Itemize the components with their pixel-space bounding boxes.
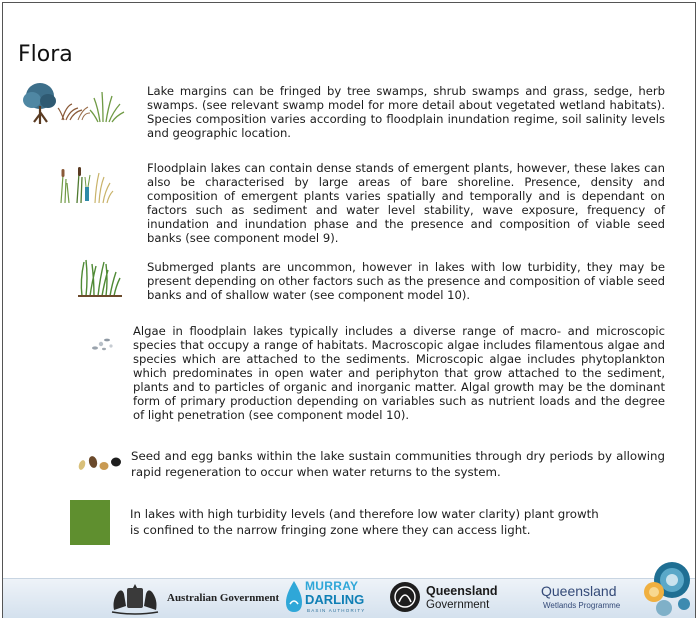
section-turbidity-text: In lakes with high turbidity levels (and therefore low water clarity) plant growth is confined to the narrow fringing zone where they can access light. [130, 507, 599, 537]
murray-logo-text: MURRAY [305, 579, 359, 593]
australian-coat-of-arms-icon [106, 580, 164, 616]
queensland-government-emblem-icon [388, 580, 422, 614]
section-emergent-text: Floodplain lakes can contain dense stands of emergent plants, however, these lakes can also be characterised by large areas of bare shoreline. Presence, density and composition of emergent plants varies spatially and temporally and is dependant on factors such as sediment and water level stability, wave exposure, frequency of inundation and inundation phase and the presence and composition of viable seed banks (see component model 9). [147, 161, 665, 245]
swamp-trees-icon [20, 80, 130, 128]
wetlands-circles-icon [636, 558, 696, 618]
seeds-eggs-icon [76, 452, 126, 474]
murray-darling-drop-icon [284, 580, 304, 614]
page-title: Flora [18, 42, 73, 67]
algae-icon [90, 334, 116, 354]
queensland-wetlands-line1: Queensland [541, 583, 617, 599]
section-algae-text: Algae in floodplain lakes typically includes a diverse range of macro- and microscopic species that occupy a range of habitats. Macroscopic algae includes filamentous algae and species which are attached to the sediments. Microscopic algae includes phytoplankton which predominates in open water and periphyton that grow attached to the sediment, plants and to particles of organic and inorganic matter. Algal growth may be the dominant form of primary production depending on variables such as nutrient loads and the degree of light penetration (see component model 10). [133, 324, 665, 422]
submerged-plants-icon [76, 256, 124, 298]
darling-logo-text: DARLING [305, 592, 365, 607]
green-square-icon [70, 500, 110, 545]
queensland-government-line1: Queensland [426, 584, 498, 598]
basin-authority-logo-text: BASIN AUTHORITY [307, 608, 366, 613]
australian-government-logo-text: Australian Government [167, 592, 280, 604]
queensland-wetlands-line2: Wetlands Programme [543, 601, 621, 610]
queensland-government-line2: Government [426, 599, 490, 611]
emergent-plants-icon [55, 165, 117, 205]
section-submerged-text: Submerged plants are uncommon, however in lakes with low turbidity, they may be present depending on other factors such as the presence and composition of viable seed banks and of shallow water (see component model 10). [147, 260, 665, 302]
section-seeds-text: Seed and egg banks within the lake sustain communities through dry periods by allowing rapid regeneration to occur when water returns to the system. [131, 449, 665, 479]
section-swamp-text: Lake margins can be fringed by tree swamps, shrub swamps and grass, sedge, herb swamps. (see relevant swamp model for more detail about vegetated wetland habitats). Species composition varies according to floodplain inundation regime, soil salinity levels and geographic location. [147, 84, 665, 140]
